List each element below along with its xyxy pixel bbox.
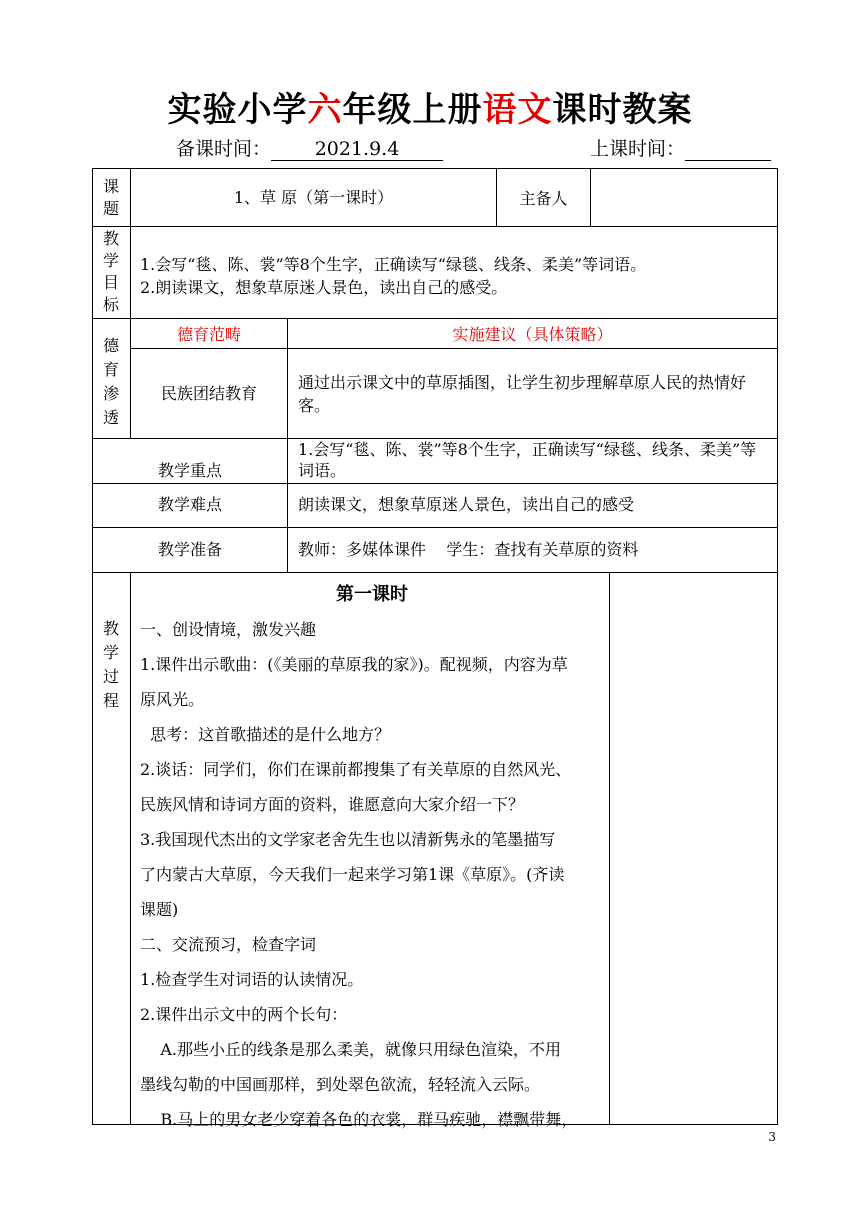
process-content [140,577,604,1137]
process-line: 墨线勾勒的中国画那样，到处翠色欲流，轻轻流入云际。 [140,1075,541,1094]
moral-category: 民族团结教育 [160,384,257,403]
keypoints-text: 1.会写“毯、陈、裳”等8个生字，正确读写“绿毯、线条、柔美”等词语。 [298,440,757,480]
prep-date: 2021.9.4 [271,138,443,161]
process-line: A.那些小丘的线条是那么柔美，就像只用绿色渲染，不用 [140,1040,561,1059]
page-number: 3 [768,1130,776,1144]
moral-suggestion: 通过出示课文中的草原插图，让学生初步理解草原人民的热情好客。 [298,373,747,415]
process-line: 思考：这首歌描述的是什么地方？ [140,725,391,744]
process-line: 民族风情和诗词方面的资料，谁愿意向大家介绍一下？ [140,795,525,814]
process-line: 1.课件出示歌曲：(《美丽的草原我的家》)。配视频，内容为草 [140,655,568,674]
process-line: 2.课件出示文中的两个长句： [140,1005,348,1024]
lesson-topic: 1、草 原（第一课时） [233,188,394,207]
prep-time: 备课时间： 2021.9.4 [176,134,443,161]
moral-suggestion-header: 实施建议（具体策略） [452,325,613,344]
preparation-text: 教师：多媒体课件 学生：查找有关草原的资料 [298,540,639,559]
page-title: 实验小学六年级上册语文课时教案 [167,90,693,130]
process-line: 3.我国现代杰出的文学家老舍先生也以清新隽永的笔墨描写 [140,830,556,849]
process-line: 2.谈话：同学们，你们在课前都搜集了有关草原的自然风光、 [140,760,572,779]
process-label: 教学过程 [102,619,119,710]
class-time: 上课时间： [590,134,771,161]
moral-category-header: 德育范畴 [176,325,241,344]
process-line: 二、交流预习，检查字词 [140,935,317,954]
moral-label: 德育渗透 [102,336,119,427]
process-line: 课题) [140,900,179,919]
process-line: B.马上的男女老少穿着各色的衣裳，群马疾驰，襟飘带舞， [140,1110,578,1129]
goals-label: 教学目标 [102,229,119,314]
keypoints-label: 教学重点 [157,461,222,480]
class-date-blank [685,138,771,161]
preparer-label: 主备人 [519,189,568,208]
process-line: 了内蒙古大草原，今天我们一起来学习第1课《草原》。(齐读 [140,865,565,884]
difficulty-text: 朗读课文，想象草原迷人景色，读出自己的感受 [298,495,635,514]
process-line: 1.检查学生对词语的认读情况。 [140,970,364,989]
goals-content [140,253,770,299]
topic-label: 课题 [102,177,119,218]
preparation-label: 教学准备 [157,540,222,559]
process-line: 原风光。 [140,690,205,709]
difficulty-label: 教学难点 [157,495,222,514]
goal-item: 2.朗读课文，想象草原迷人景色，读出自己的感受。 [140,278,508,297]
process-line: 一、创设情境，激发兴趣 [140,620,317,639]
goal-item: 1.会写“毯、陈、裳”等8个生字，正确读写“绿毯、线条、柔美”等词语。 [140,255,647,274]
process-heading: 第一课时 [336,584,408,605]
